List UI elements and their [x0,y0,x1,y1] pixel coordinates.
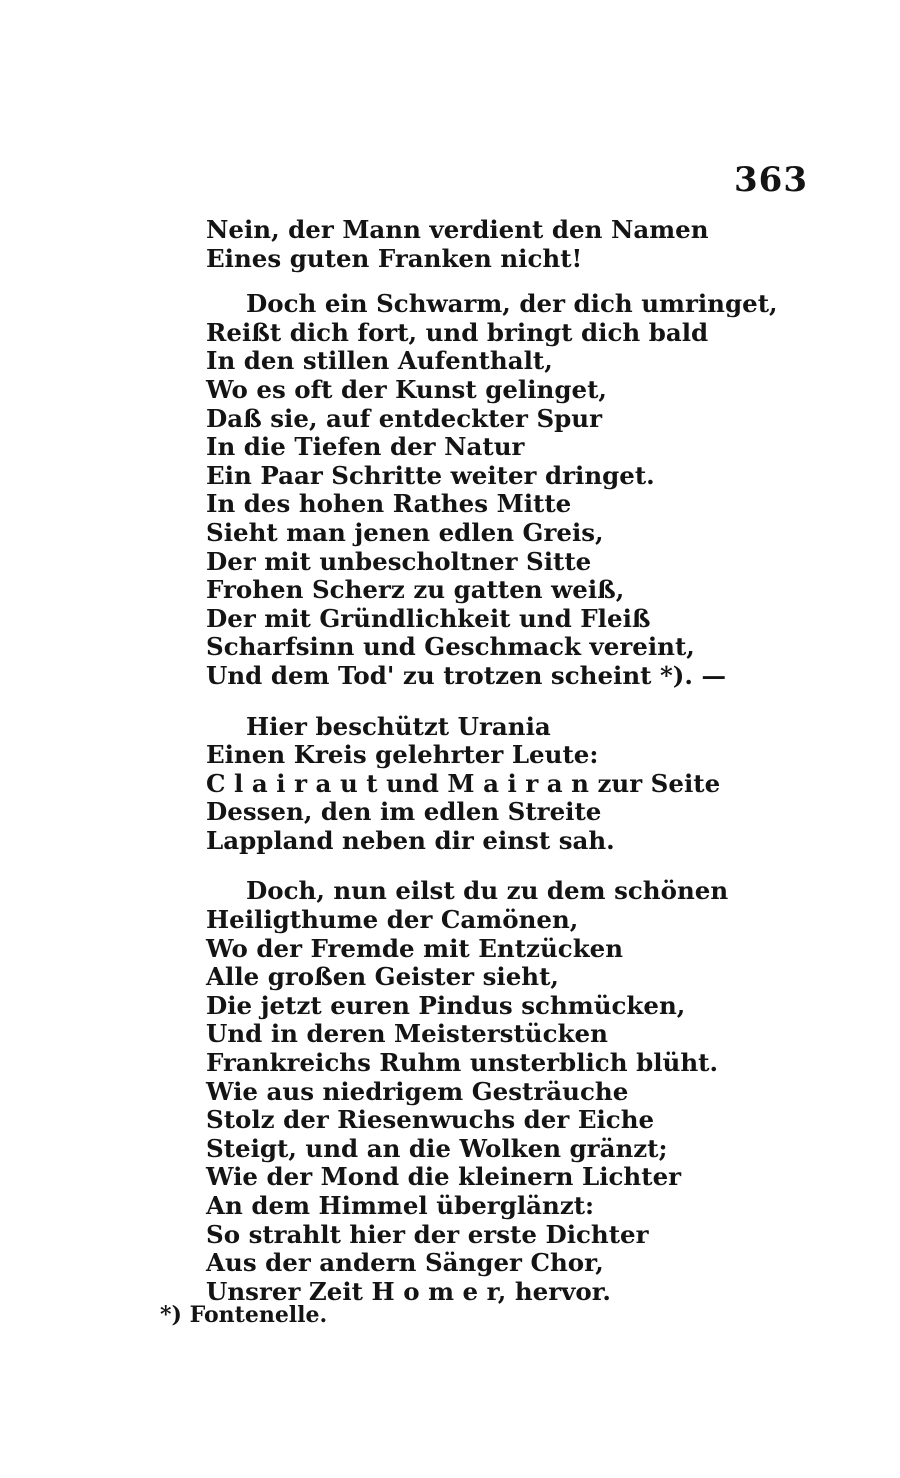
page-number: 363 [734,160,808,200]
verse-line: Wo es oft der Kunst gelinget, [206,374,607,404]
verse-line: Heiligthume der Camönen, [206,905,579,935]
verse-line: Daß sie, auf entdeckter Spur [206,403,602,433]
verse-line: In den stillen Aufenthalt, [206,346,553,376]
stanza-1 [206,216,846,273]
verse-line: Und in deren Meisterstücken [206,1019,608,1049]
verse-line: Scharfsinn und Geschmack vereint, [206,632,695,662]
footnote: *) Fontenelle. [160,1302,328,1328]
stanza-2 [206,290,846,690]
verse-line: Reißt dich fort, und bringt dich bald [206,317,709,347]
verse-line: Lappland neben dir einst sah. [206,825,615,855]
verse-line: Sieht man jenen edlen Greis, [206,517,604,547]
verse-line: Der mit Gründlichkeit und Fleiß [206,603,651,633]
verse-line: So strahlt hier der erste Dichter [206,1219,649,1249]
verse-line: Der mit unbescholtner Sitte [206,546,592,576]
verse-line: Alle großen Geister sieht, [206,962,559,992]
verse-line: Doch ein Schwarm, der dich umringet, [246,289,778,319]
verse-line: Und dem Tod' zu trotzen scheint *). — [206,660,726,690]
verse-line: Frankreichs Ruhm unsterblich blüht. [206,1048,718,1078]
verse-line: C l a i r a u t und M a i r a n zur Seite [206,768,721,798]
verse-line: Wie der Mond die kleinern Lichter [206,1162,682,1192]
verse-line: Frohen Scherz zu gatten weiß, [206,575,625,605]
stanza-4 [206,877,846,1306]
stanza-3 [206,713,846,856]
verse-line: Eines guten Franken nicht! [206,243,583,273]
verse-line: Hier beschützt Urania [246,711,551,741]
verse-line: Stolz der Riesenwuchs der Eiche [206,1105,655,1135]
verse-line: Aus der andern Sänger Chor, [206,1248,604,1278]
verse-line: Einen Kreis gelehrter Leute: [206,740,599,770]
verse-line: An dem Himmel überglänzt: [206,1191,595,1220]
poem-text [206,216,846,1306]
verse-line: Steigt, und an die Wolken gränzt; [206,1133,668,1163]
verse-line: Unsrer Zeit H o m e r, hervor. [206,1276,611,1306]
verse-line: Wie aus niedrigem Gesträuche [206,1076,629,1106]
verse-line: Die jetzt euren Pindus schmücken, [206,990,686,1020]
verse-line: Nein, der Mann verdient den Namen [206,215,709,244]
verse-line: Dessen, den im edlen Streite [206,797,602,827]
verse-line: Doch, nun eilst du zu dem schönen [246,876,729,906]
verse-line: Ein Paar Schritte weiter dringet. [206,460,655,490]
verse-line: In die Tiefen der Natur [206,432,525,462]
verse-line: In des hohen Rathes Mitte [206,489,572,519]
verse-line: Wo der Fremde mit Entzücken [206,933,624,963]
